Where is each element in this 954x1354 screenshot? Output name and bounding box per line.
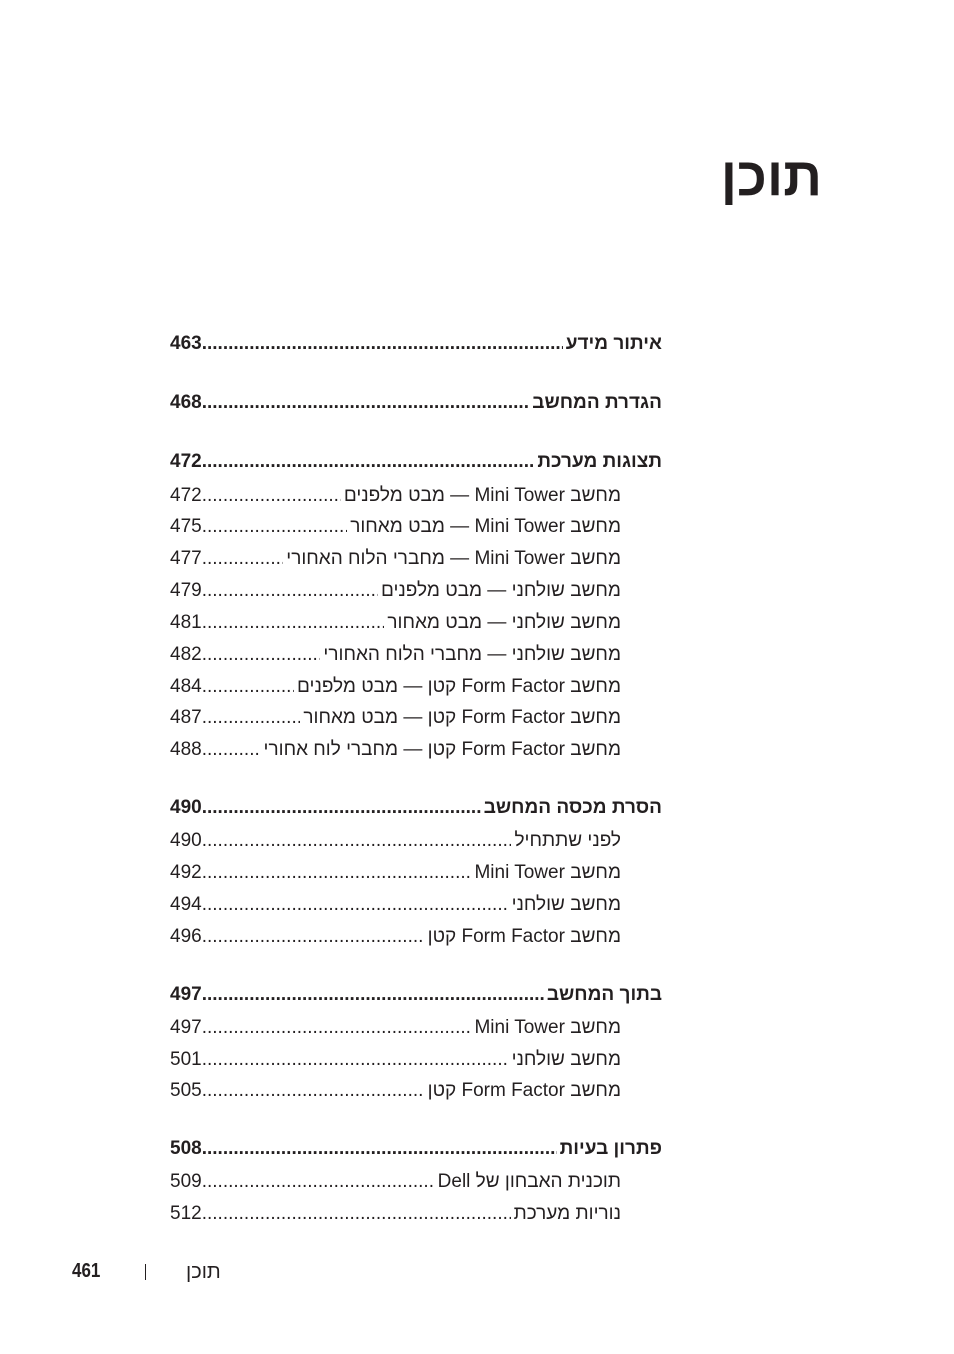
- toc-entry-label: איתור מידע: [565, 333, 662, 354]
- dot-leader: [202, 331, 563, 357]
- toc-entry-page: 477: [170, 548, 202, 569]
- toc-entry-page: 479: [170, 580, 202, 601]
- toc-entry[interactable]: [170, 1015, 621, 1041]
- dot-leader: [202, 924, 425, 950]
- dot-leader: [202, 1078, 425, 1104]
- toc-entry[interactable]: [170, 578, 621, 604]
- toc-entry-page: 487: [170, 707, 202, 728]
- toc-entry-page: 468: [170, 392, 202, 413]
- toc-entry-label: לפני שתתחיל: [514, 830, 621, 851]
- dot-leader: [202, 514, 348, 540]
- dot-leader: [202, 1047, 509, 1073]
- dot-leader: [202, 1169, 435, 1195]
- toc-entry[interactable]: [170, 610, 621, 636]
- toc-entry[interactable]: [170, 642, 621, 668]
- toc-entry-label: תוכנית האבחון של Dell: [437, 1171, 621, 1192]
- toc-entry-label: מחשב Mini Tower: [474, 1017, 621, 1038]
- toc-entry[interactable]: [170, 449, 662, 475]
- toc-entry-label: מחשב Mini Tower — מחברי הלוח האחורי: [286, 548, 621, 569]
- footer-title: תוכן: [186, 1261, 221, 1283]
- toc-entry[interactable]: [170, 860, 621, 886]
- toc-entry[interactable]: [170, 1078, 621, 1104]
- toc-entry-label: מחשב שולחני — מבט מאחור: [387, 612, 621, 633]
- toc-entry-label: מחשב Mini Tower — מבט מלפנים: [343, 485, 621, 506]
- footer-divider: [145, 1264, 146, 1280]
- toc-entry[interactable]: [170, 483, 621, 509]
- toc-entry-page: 490: [170, 797, 202, 818]
- dot-leader: [202, 610, 385, 636]
- toc-entry-label: הסרת מכסה המחשב: [483, 797, 662, 818]
- toc-entry-page: 484: [170, 676, 202, 697]
- toc-entry[interactable]: [170, 674, 621, 700]
- toc-entry[interactable]: [170, 390, 662, 416]
- dot-leader: [202, 642, 321, 668]
- toc-entry-page: 490: [170, 830, 202, 851]
- footer-page-number: 461: [72, 1260, 101, 1282]
- toc-entry-page: 482: [170, 644, 202, 665]
- toc-entry-label: מחשב Form Factor קטן: [427, 1080, 621, 1101]
- toc-entry-page: 494: [170, 894, 202, 915]
- dot-leader: [202, 674, 294, 700]
- page-title: תוכן: [720, 147, 822, 207]
- toc-entry-page: 501: [170, 1049, 202, 1070]
- toc-entry-page: 496: [170, 926, 202, 947]
- toc-entry[interactable]: [170, 705, 621, 731]
- toc-entry-label: מחשב שולחני: [511, 1049, 621, 1070]
- toc-entry-page: 472: [170, 485, 202, 506]
- dot-leader: [202, 795, 481, 821]
- toc-entry-label: מחשב Form Factor קטן — מבט מאחור: [303, 707, 621, 728]
- dot-leader: [202, 390, 530, 416]
- toc-entry-label: נוריות מערכת: [513, 1203, 621, 1224]
- toc-entry-page: 488: [170, 739, 202, 760]
- dot-leader: [202, 828, 512, 854]
- toc-entry[interactable]: [170, 737, 621, 763]
- toc-entry-label: מחשב Form Factor קטן: [427, 926, 621, 947]
- toc-entry-label: מחשב שולחני — מבט מלפנים: [380, 580, 621, 601]
- toc-entry-label: הגדרת המחשב: [532, 392, 662, 413]
- dot-leader: [202, 449, 535, 475]
- toc-entry-page: 505: [170, 1080, 202, 1101]
- toc-entry-page: 508: [170, 1138, 202, 1159]
- toc-entry-label: תצוגות מערכת: [537, 451, 662, 472]
- toc-entry[interactable]: [170, 331, 662, 357]
- toc-entry-page: 481: [170, 612, 202, 633]
- toc-entry-page: 509: [170, 1171, 202, 1192]
- toc-entry[interactable]: [170, 1169, 621, 1195]
- toc-entry-label: מחשב שולחני — מחברי הלוח האחורי: [323, 644, 621, 665]
- toc-entry-label: מחשב Form Factor קטן — מבט מלפנים: [297, 676, 621, 697]
- toc-entry-label: פתרון בעיות: [559, 1138, 662, 1159]
- dot-leader: [202, 1015, 472, 1041]
- toc-entry-label: מחשב Form Factor קטן — מחברי לוח אחורי: [263, 739, 621, 760]
- toc-entry[interactable]: [170, 828, 621, 854]
- toc-entry[interactable]: [170, 795, 662, 821]
- toc-entry-page: 497: [170, 1017, 202, 1038]
- toc-entry-page: 492: [170, 862, 202, 883]
- toc-entry-page: 463: [170, 333, 202, 354]
- toc-entry[interactable]: [170, 514, 621, 540]
- toc-entry-label: מחשב Mini Tower — מבט מאחור: [350, 516, 621, 537]
- toc-entry-label: מחשב Mini Tower: [474, 862, 621, 883]
- toc-entry-label: בתוך המחשב: [546, 984, 662, 1005]
- dot-leader: [202, 892, 509, 918]
- dot-leader: [202, 1201, 511, 1227]
- toc-entry[interactable]: [170, 1201, 621, 1227]
- toc-entry-label: מחשב שולחני: [511, 894, 621, 915]
- toc-entry[interactable]: [170, 924, 621, 950]
- toc-entry-page: 472: [170, 451, 202, 472]
- toc-entry[interactable]: [170, 982, 662, 1008]
- toc-entry[interactable]: [170, 1047, 621, 1073]
- dot-leader: [202, 1136, 557, 1162]
- toc-entry-page: 512: [170, 1203, 202, 1224]
- dot-leader: [202, 705, 301, 731]
- dot-leader: [202, 483, 341, 509]
- toc-entry[interactable]: [170, 1136, 662, 1162]
- dot-leader: [202, 982, 544, 1008]
- toc-entry-page: 475: [170, 516, 202, 537]
- dot-leader: [202, 546, 284, 572]
- dot-leader: [202, 578, 378, 604]
- toc-entry-page: 497: [170, 984, 202, 1005]
- toc-entry[interactable]: [170, 892, 621, 918]
- dot-leader: [202, 860, 472, 886]
- dot-leader: [202, 737, 261, 763]
- toc-entry[interactable]: [170, 546, 621, 572]
